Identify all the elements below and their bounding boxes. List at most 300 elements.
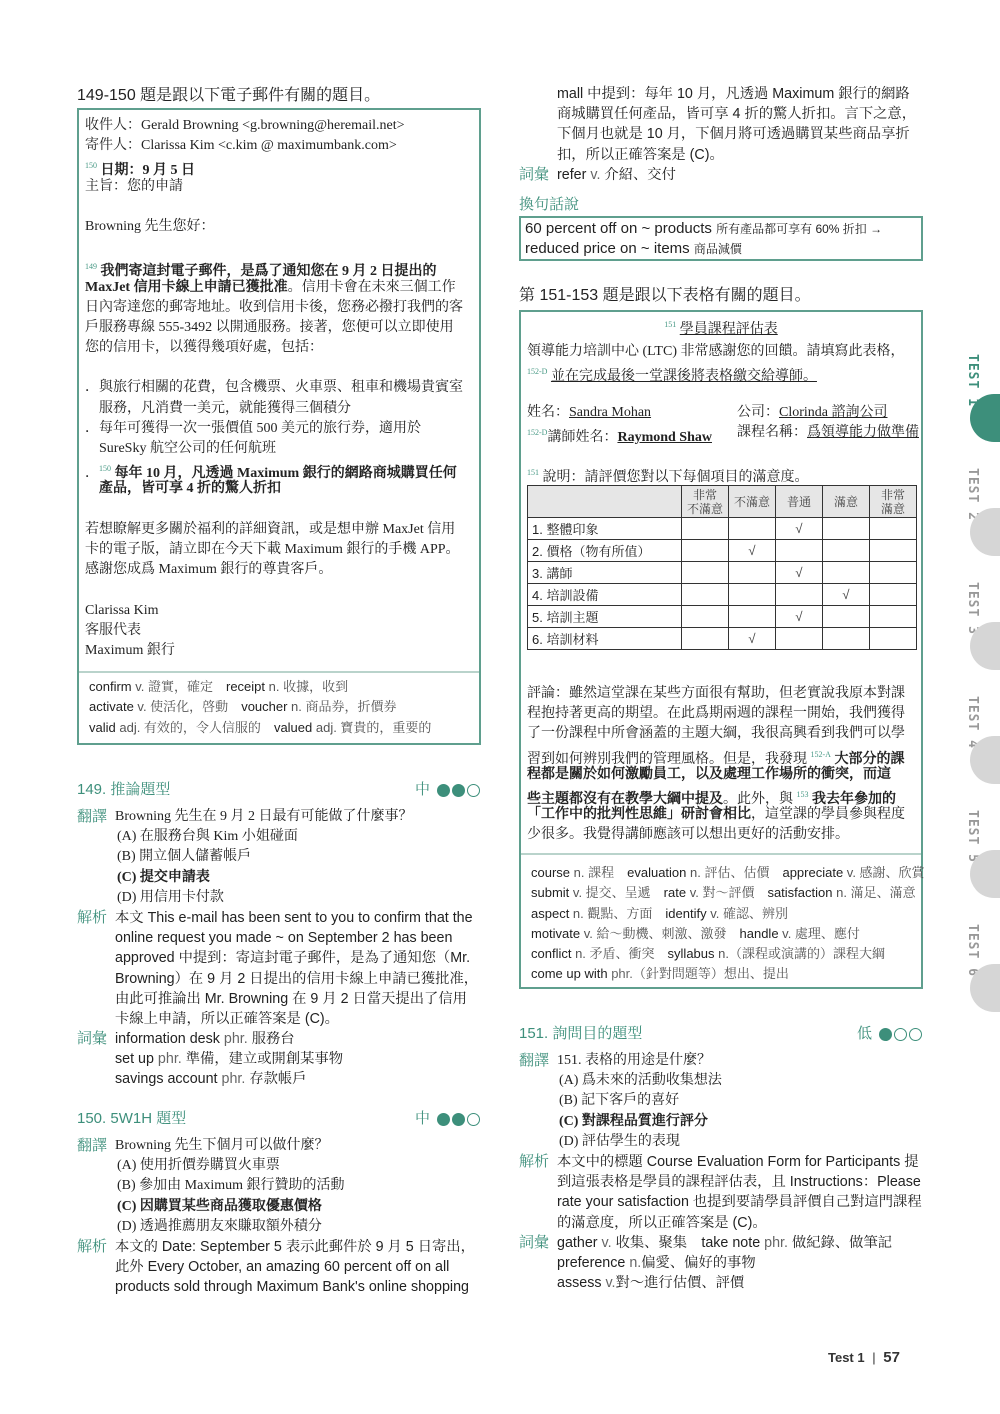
- text: phr.: [219, 1031, 252, 1048]
- text: 本文 This e-mail has been sent to you to confirm that the: [115, 909, 473, 926]
- text: phr.: [217, 1071, 250, 1088]
- text: ．與旅行相關的花費，包含機票、火車票、租車和機場貴賓室: [85, 380, 463, 396]
- text: 偏愛、偏好的事物: [641, 1254, 756, 1271]
- question-heading: [77, 780, 480, 800]
- difficulty-dot-icon: [452, 1113, 465, 1126]
- text-line: [531, 944, 925, 964]
- text: rate your satisfaction 也提到要請學員評價自己對這門課程: [557, 1194, 922, 1211]
- table-row: [528, 562, 917, 584]
- text: 並在完成最後一堂課後將表格繳交給導師。: [550, 369, 817, 385]
- row-item: 4. 培訓設備: [528, 584, 682, 606]
- text: (C) 因購買某些商品獲取優惠價格: [117, 1198, 322, 1214]
- row-body: [557, 1051, 722, 1152]
- text-line: [85, 358, 463, 378]
- form-field-row: [527, 423, 919, 446]
- text: 評論：雖然這堂課在某些方面很有幫助，但老實說我原本對課: [527, 686, 905, 701]
- text-line: [85, 257, 463, 280]
- rating-cell: [823, 606, 870, 628]
- form-field: [527, 403, 737, 423]
- text: n. 觀點、方面: [569, 905, 666, 921]
- rating-table: [527, 485, 917, 650]
- answer-row: [519, 1152, 922, 1233]
- text-line: [85, 601, 463, 621]
- vocab-word: satisfaction: [767, 885, 833, 901]
- text: n.: [625, 1254, 642, 1271]
- form-vocab: [531, 863, 925, 985]
- text: n. 收據，收到: [265, 679, 349, 694]
- question-title: 150. 5W1H 題型: [77, 1110, 187, 1127]
- check-mark-icon: √: [776, 606, 823, 628]
- text: Browning 先生在 9 月 2 日最有可能做了什麼事？: [115, 809, 413, 824]
- text-line: [557, 1273, 892, 1293]
- text-line: [557, 1132, 722, 1152]
- check-mark-icon: √: [729, 628, 776, 650]
- text-line: [115, 1217, 345, 1237]
- vocab-word: activate: [89, 699, 134, 715]
- tab-label[interactable]: TEST 1: [965, 354, 980, 407]
- text-line: [531, 883, 925, 903]
- tab-label[interactable]: TEST 5: [965, 810, 980, 863]
- table-row: [528, 628, 917, 650]
- text: 151. 表格的用途是什麼？: [557, 1053, 711, 1068]
- row-body: [557, 1233, 892, 1294]
- text: v. 處理、應付: [778, 925, 860, 941]
- vocab-word: identify: [665, 905, 707, 921]
- vocab-word: course: [531, 865, 571, 880]
- reference-marker: 150: [85, 161, 97, 171]
- text: (D) 透過推薦朋友來賺取額外積分: [117, 1218, 322, 1234]
- row-label: 翻譯: [77, 808, 108, 825]
- text: 介紹、交付: [604, 166, 676, 183]
- text: 做紀錄、做筆記: [791, 1234, 893, 1251]
- text: 所有產品都可享有 60% 折扣 →: [716, 222, 883, 236]
- text: (A) 在服務台與 Kim 小姐碰面: [117, 829, 298, 845]
- text-line: [527, 684, 905, 704]
- reference-marker: 151: [527, 468, 539, 477]
- text: v. 給～動機、刺激、激發: [580, 925, 740, 941]
- text: 服務，凡消費一美元，就能獲得三個積分: [85, 400, 351, 416]
- form-title: $^{151}$ 學員課程評估表: [664, 320, 778, 337]
- text: 課程名稱：: [737, 425, 807, 441]
- text: 戶服務專線 555-3492 以開通服務。接著，您便可以立即使用: [85, 319, 454, 335]
- form-field-row: [527, 403, 917, 423]
- text: n. 商品券，折價券: [287, 699, 397, 715]
- column-header: 滿意: [823, 486, 870, 518]
- question-title: 149. 推論題型: [77, 781, 171, 798]
- text: (C) 提交申請表: [117, 869, 210, 885]
- text: 對～進行估價、評價: [615, 1275, 745, 1292]
- text: 卡的電子版，請立即在今天下載 Maximum 銀行的手機 APP。: [85, 541, 460, 557]
- row-label: [519, 84, 557, 104]
- reference-marker: 152-D: [527, 367, 548, 377]
- row-label: 解析: [519, 1152, 550, 1170]
- row-item: 6. 培訓材料: [528, 628, 682, 650]
- text-line: [527, 765, 905, 785]
- text: adj. 寶貴的，重要的: [312, 719, 432, 735]
- paraphrase-text: [525, 219, 882, 259]
- text-line: [85, 237, 463, 257]
- text-line: [85, 338, 463, 358]
- text-line: [557, 145, 916, 165]
- question-150: [77, 1109, 480, 1298]
- text-line: [85, 177, 463, 197]
- reference-marker: 152-D: [527, 428, 548, 438]
- text: MaxJet 信用卡線上申請已獲批准: [85, 279, 288, 295]
- rating-cell: [870, 584, 917, 606]
- difficulty-dot-icon: [894, 1028, 907, 1041]
- form-comment: [527, 684, 905, 846]
- text: Sandra Mohan: [569, 405, 652, 420]
- difficulty-dot-icon: [467, 784, 480, 797]
- question-heading: [519, 1024, 922, 1044]
- text-line: [531, 863, 925, 883]
- text-line: [89, 697, 431, 717]
- vocab-word: valued: [273, 719, 313, 735]
- text: 姓名：: [527, 405, 569, 420]
- row-body: [115, 1029, 343, 1090]
- text-line: [115, 868, 413, 888]
- text-line: [85, 298, 463, 318]
- row-label: 解析: [77, 1237, 108, 1255]
- text-line: [527, 362, 904, 385]
- answer-row: [77, 1029, 480, 1090]
- text-line: [85, 419, 463, 439]
- row-item: 2. 價格（物有所值）: [528, 540, 682, 562]
- vocab-word: handle: [739, 925, 779, 941]
- difficulty-dot-icon: [437, 784, 450, 797]
- text: 習到如何辨別我們的管理風格。但是，我發現: [527, 751, 811, 767]
- row-body: [115, 1136, 345, 1237]
- text-line: [527, 825, 905, 845]
- rating-cell: [729, 562, 776, 584]
- difficulty-dot-icon: [437, 1113, 450, 1126]
- tab-label[interactable]: TEST 3: [965, 582, 980, 635]
- text: 本文中的標題 Course Evaluation Form for Participants 提: [557, 1153, 919, 1170]
- text-line: [85, 378, 463, 398]
- vocab-word: information desk: [115, 1031, 220, 1048]
- text: v. 使活化，啓動: [133, 699, 242, 715]
- tab-label[interactable]: TEST 2: [965, 468, 980, 521]
- tab-label[interactable]: TEST 6: [965, 924, 980, 977]
- text: 到這張表格是學員的課程評估表，且 Instructions：Please: [557, 1174, 921, 1191]
- page-footer: Test 1 | 57: [828, 1349, 900, 1366]
- answer-row: [77, 1237, 480, 1298]
- text-line: [527, 704, 905, 724]
- text: n. 滿足、滿意: [832, 885, 916, 901]
- text: (B) 開立個人儲蓄帳戶: [117, 849, 252, 865]
- text: 了一份課程中所會涵蓋的主題大綱，我很高興看到我們可以學: [527, 726, 905, 742]
- text-line: [85, 197, 463, 217]
- text-line: [115, 827, 413, 847]
- text: ．每年可獲得一次一張價值 500 美元的旅行券，適用於: [85, 420, 421, 436]
- vocab-word: submit: [531, 885, 570, 901]
- text-line: [557, 1071, 722, 1091]
- difficulty-dot-icon: [467, 1113, 480, 1126]
- email-section-heading: 149-150 題是跟以下電子郵件有關的題目。: [77, 87, 381, 104]
- text-line: [557, 124, 916, 144]
- row-label: 翻譯: [519, 1052, 550, 1069]
- email-vocab: [89, 677, 431, 738]
- row-body: [115, 908, 478, 1029]
- row-label: 翻譯: [77, 1137, 108, 1154]
- text: n. 評估、估價: [686, 865, 783, 880]
- text: v. 感謝、欣賞: [843, 865, 925, 880]
- question-heading: [77, 1109, 480, 1129]
- text: adj. 有效的，令人信服的: [115, 719, 274, 735]
- text-line: [557, 1051, 722, 1071]
- form-field: [737, 403, 917, 423]
- text: reduced price on ~ items: [525, 240, 694, 258]
- text: 本文的 Date: September 5 表示此郵件於 9 月 5 日寄出，: [115, 1238, 475, 1255]
- vocab-word: syllabus: [667, 946, 715, 962]
- text-line: [557, 1152, 922, 1172]
- text-line: [115, 847, 413, 867]
- text: 扣，所以正確答案是 (C)。: [557, 146, 724, 163]
- vocab-word: evaluation: [627, 865, 687, 880]
- difficulty-indicator: [415, 1109, 480, 1129]
- text: v. 提交、呈遞: [569, 885, 664, 901]
- rating-cell: [776, 540, 823, 562]
- text-line: [85, 318, 463, 338]
- text: Browning 先生下個月可以做什麼？: [115, 1138, 329, 1153]
- check-mark-icon: √: [776, 562, 823, 584]
- answer-row: [77, 1136, 480, 1237]
- text-line: [557, 165, 676, 185]
- text-line: [525, 239, 882, 259]
- vocab-word: appreciate: [782, 865, 844, 880]
- text: 準備，建立或開創某事物: [185, 1051, 344, 1068]
- text: 由此可推論出 Mr. Browning 在 9 月 2 日當天提出了信用: [115, 990, 467, 1007]
- text-line: [85, 500, 463, 520]
- text: 少很多。我覺得講師應該可以想出更好的活動安排。: [527, 827, 849, 843]
- text: (B) 參加由 Maximum 銀行贊助的活動: [117, 1178, 345, 1194]
- text: 寄件人：Clarissa Kim <c.kim @ maximumbank.com>: [85, 138, 397, 154]
- text: （針對問題等）想出、提出: [632, 966, 789, 982]
- vocab-word: savings account: [115, 1071, 218, 1088]
- text-line: [531, 964, 925, 984]
- text: phr.: [607, 966, 633, 982]
- difficulty-label: 中: [414, 781, 430, 798]
- text: Browning）在 9 月 2 日提出的信用卡線上申請已獲批准，: [115, 970, 479, 987]
- text: n. 課程: [570, 865, 628, 880]
- text-line: [115, 888, 413, 908]
- table-row: [528, 584, 917, 606]
- email-box: [77, 108, 481, 745]
- form-intro: [527, 342, 905, 385]
- text: 商城購買任何產品，皆可享 4 折的驚人折扣。言下之意，: [557, 106, 917, 123]
- rating-cell: [823, 540, 870, 562]
- rating-cell: [776, 628, 823, 650]
- text: 說明：請評價您對以下每個項目的滿意度。: [539, 470, 809, 485]
- text-line: [85, 439, 463, 459]
- text: Clorinda 諮詢公司: [779, 405, 888, 420]
- rating-cell: [682, 584, 729, 606]
- rating-cell: [776, 584, 823, 606]
- text-line: [89, 677, 431, 697]
- text-line: [531, 924, 925, 944]
- text-line: [557, 1213, 922, 1233]
- form-box: [519, 310, 923, 989]
- row-body: [557, 165, 676, 185]
- text: 商品減價: [693, 242, 742, 257]
- vocab-word: refer: [557, 166, 587, 183]
- text-line: [115, 1009, 478, 1029]
- text: 些主題都沒有在教學大綱中提及: [527, 791, 723, 807]
- answer-row: [519, 1233, 922, 1294]
- text: v. 對～評價: [686, 885, 768, 901]
- vocab-word: assess: [557, 1275, 602, 1292]
- rating-cell: [729, 584, 776, 606]
- text: (D) 用信用卡付款: [117, 889, 224, 905]
- check-mark-icon: √: [729, 540, 776, 562]
- text-line: [115, 1049, 343, 1069]
- text-line: [557, 104, 916, 124]
- table-row: [528, 606, 917, 628]
- rating-cell: [823, 562, 870, 584]
- vocab-word: voucher: [241, 699, 288, 715]
- text-line: [115, 908, 478, 928]
- text-line: [527, 805, 905, 825]
- text: v.: [586, 166, 605, 183]
- text-line: [85, 217, 463, 237]
- row-body: [115, 1237, 475, 1298]
- question-title: 151. 詢問目的題型: [519, 1025, 643, 1042]
- column-header: 非常 滿意: [870, 486, 917, 518]
- vocab-word: motivate: [531, 925, 581, 941]
- answer-row: [519, 1051, 922, 1152]
- form-field: [737, 423, 917, 443]
- rating-cell: [870, 562, 917, 584]
- text-line: [527, 724, 905, 744]
- table-row: [528, 540, 917, 562]
- text-line: [115, 928, 478, 948]
- vocab-word: confirm: [89, 679, 132, 694]
- text-line: [89, 718, 431, 738]
- text: phr.: [153, 1051, 186, 1068]
- rating-cell: [870, 628, 917, 650]
- text-line: [557, 1233, 892, 1253]
- text-line: [85, 560, 463, 580]
- difficulty-dot-icon: [909, 1028, 922, 1041]
- text: 講師姓名：: [547, 430, 618, 446]
- text: 程抱持著更高的期望。在此爲期兩週的課程一開始，我們獲得: [527, 706, 905, 722]
- reference-marker: 150: [99, 464, 111, 474]
- rating-cell: [729, 606, 776, 628]
- text-line: [557, 1112, 722, 1132]
- difficulty-label: 中: [414, 1110, 430, 1127]
- text: 公司：: [737, 405, 779, 420]
- text: v. 證實，確定: [131, 679, 226, 694]
- answer-row: [77, 807, 480, 908]
- text-line: [85, 136, 463, 156]
- rating-cell: [729, 518, 776, 540]
- answer-row: [519, 84, 922, 165]
- text-line: [525, 219, 882, 239]
- text-line: [85, 520, 463, 540]
- text: (A) 爲未來的活動收集想法: [559, 1073, 722, 1089]
- text-line: [557, 84, 916, 104]
- table-row: [528, 518, 917, 540]
- column-header: 非常 不滿意: [682, 486, 729, 518]
- text: Raymond Shaw: [617, 430, 712, 446]
- rating-cell: [870, 540, 917, 562]
- text: 我們寄這封電子郵件，是爲了通知您在 9 月 2 日提出的: [97, 264, 437, 280]
- rating-cell: [870, 518, 917, 540]
- text: 每年 10 月，凡透過 Maximum 銀行的網路商城購買任何: [111, 466, 457, 482]
- text-line: [85, 641, 463, 661]
- text: 若想瞭解更多關於福利的詳細資訊，或是想申辦 MaxJet 信用: [85, 521, 456, 537]
- question-151: [519, 1024, 922, 1293]
- text-line: [557, 1192, 922, 1212]
- text: 此外 Every October, an amazing 60 percent off on all: [115, 1259, 450, 1276]
- difficulty-label: 低: [856, 1025, 872, 1042]
- text-line: [115, 1197, 345, 1217]
- row-item: 3. 講師: [528, 562, 682, 584]
- text: 程都是關於如何激勵員工，以及處理工作場所的衝突，而這: [527, 766, 891, 782]
- row-label: 詞彙: [519, 1233, 550, 1251]
- row-label: 詞彙: [77, 1030, 108, 1048]
- text: 60 percent off on ~ products: [525, 220, 717, 237]
- check-mark-icon: √: [823, 584, 870, 606]
- text: (D) 評估學生的表現: [559, 1133, 680, 1149]
- header-blank: [528, 486, 682, 518]
- text: 「工作中的批判性思維」研討會相比: [527, 807, 751, 823]
- text: 客服代表: [85, 622, 141, 638]
- form-section-heading: 第 151-153 題是跟以下表格有關的題目。: [519, 287, 811, 304]
- text: (B) 記下客戶的喜好: [559, 1093, 680, 1109]
- text-line: [527, 745, 905, 765]
- text-line: [527, 463, 809, 483]
- difficulty-indicator: [857, 1024, 922, 1044]
- vocab-word: valid: [89, 719, 116, 735]
- rating-cell: [823, 628, 870, 650]
- text-line: [531, 904, 925, 924]
- text-line: [115, 1277, 475, 1297]
- vocab-word: set up: [115, 1051, 154, 1068]
- text-line: [527, 785, 905, 805]
- vocab-word: gather: [557, 1234, 598, 1251]
- text: ．: [85, 466, 99, 482]
- text: 感謝您成爲 Maximum 銀行的尊貴客戶。: [85, 562, 333, 578]
- table-header-row: [528, 486, 917, 518]
- footer-section: Test 1: [828, 1350, 865, 1365]
- text-line: [115, 1136, 345, 1156]
- text: approved 中提到：寄這封電子郵件，是為了通知您（Mr.: [115, 950, 471, 967]
- rating-cell: [682, 606, 729, 628]
- text: 存款帳戶: [249, 1071, 307, 1088]
- text: 領導能力培訓中心 (LTC) 非常感謝您的回饋。請填寫此表格，: [527, 344, 905, 359]
- text: Maximum 銀行: [85, 642, 175, 658]
- email-body: [85, 116, 463, 661]
- text-line: [115, 1156, 345, 1176]
- row-label: 解析: [77, 908, 108, 926]
- text: mall 中提到：每年 10 月，凡透過 Maximum 銀行的網路: [557, 86, 910, 102]
- text: v.: [601, 1275, 616, 1292]
- answer-row: [77, 908, 480, 1029]
- text: (C) 對課程品質進行評分: [559, 1113, 708, 1129]
- difficulty-indicator: [415, 780, 480, 800]
- question-150-continued: [519, 84, 922, 185]
- text-line: [85, 399, 463, 419]
- text: 主旨：您的申請: [85, 178, 183, 194]
- text: 的滿意度，所以正確答案是 (C)。: [557, 1214, 767, 1231]
- text: v.: [597, 1234, 616, 1251]
- text-line: [85, 116, 463, 136]
- vocab-word: conflict: [531, 946, 572, 962]
- reference-marker: 152-A: [810, 749, 831, 759]
- tab-label[interactable]: TEST 4: [965, 696, 980, 749]
- check-mark-icon: √: [776, 518, 823, 540]
